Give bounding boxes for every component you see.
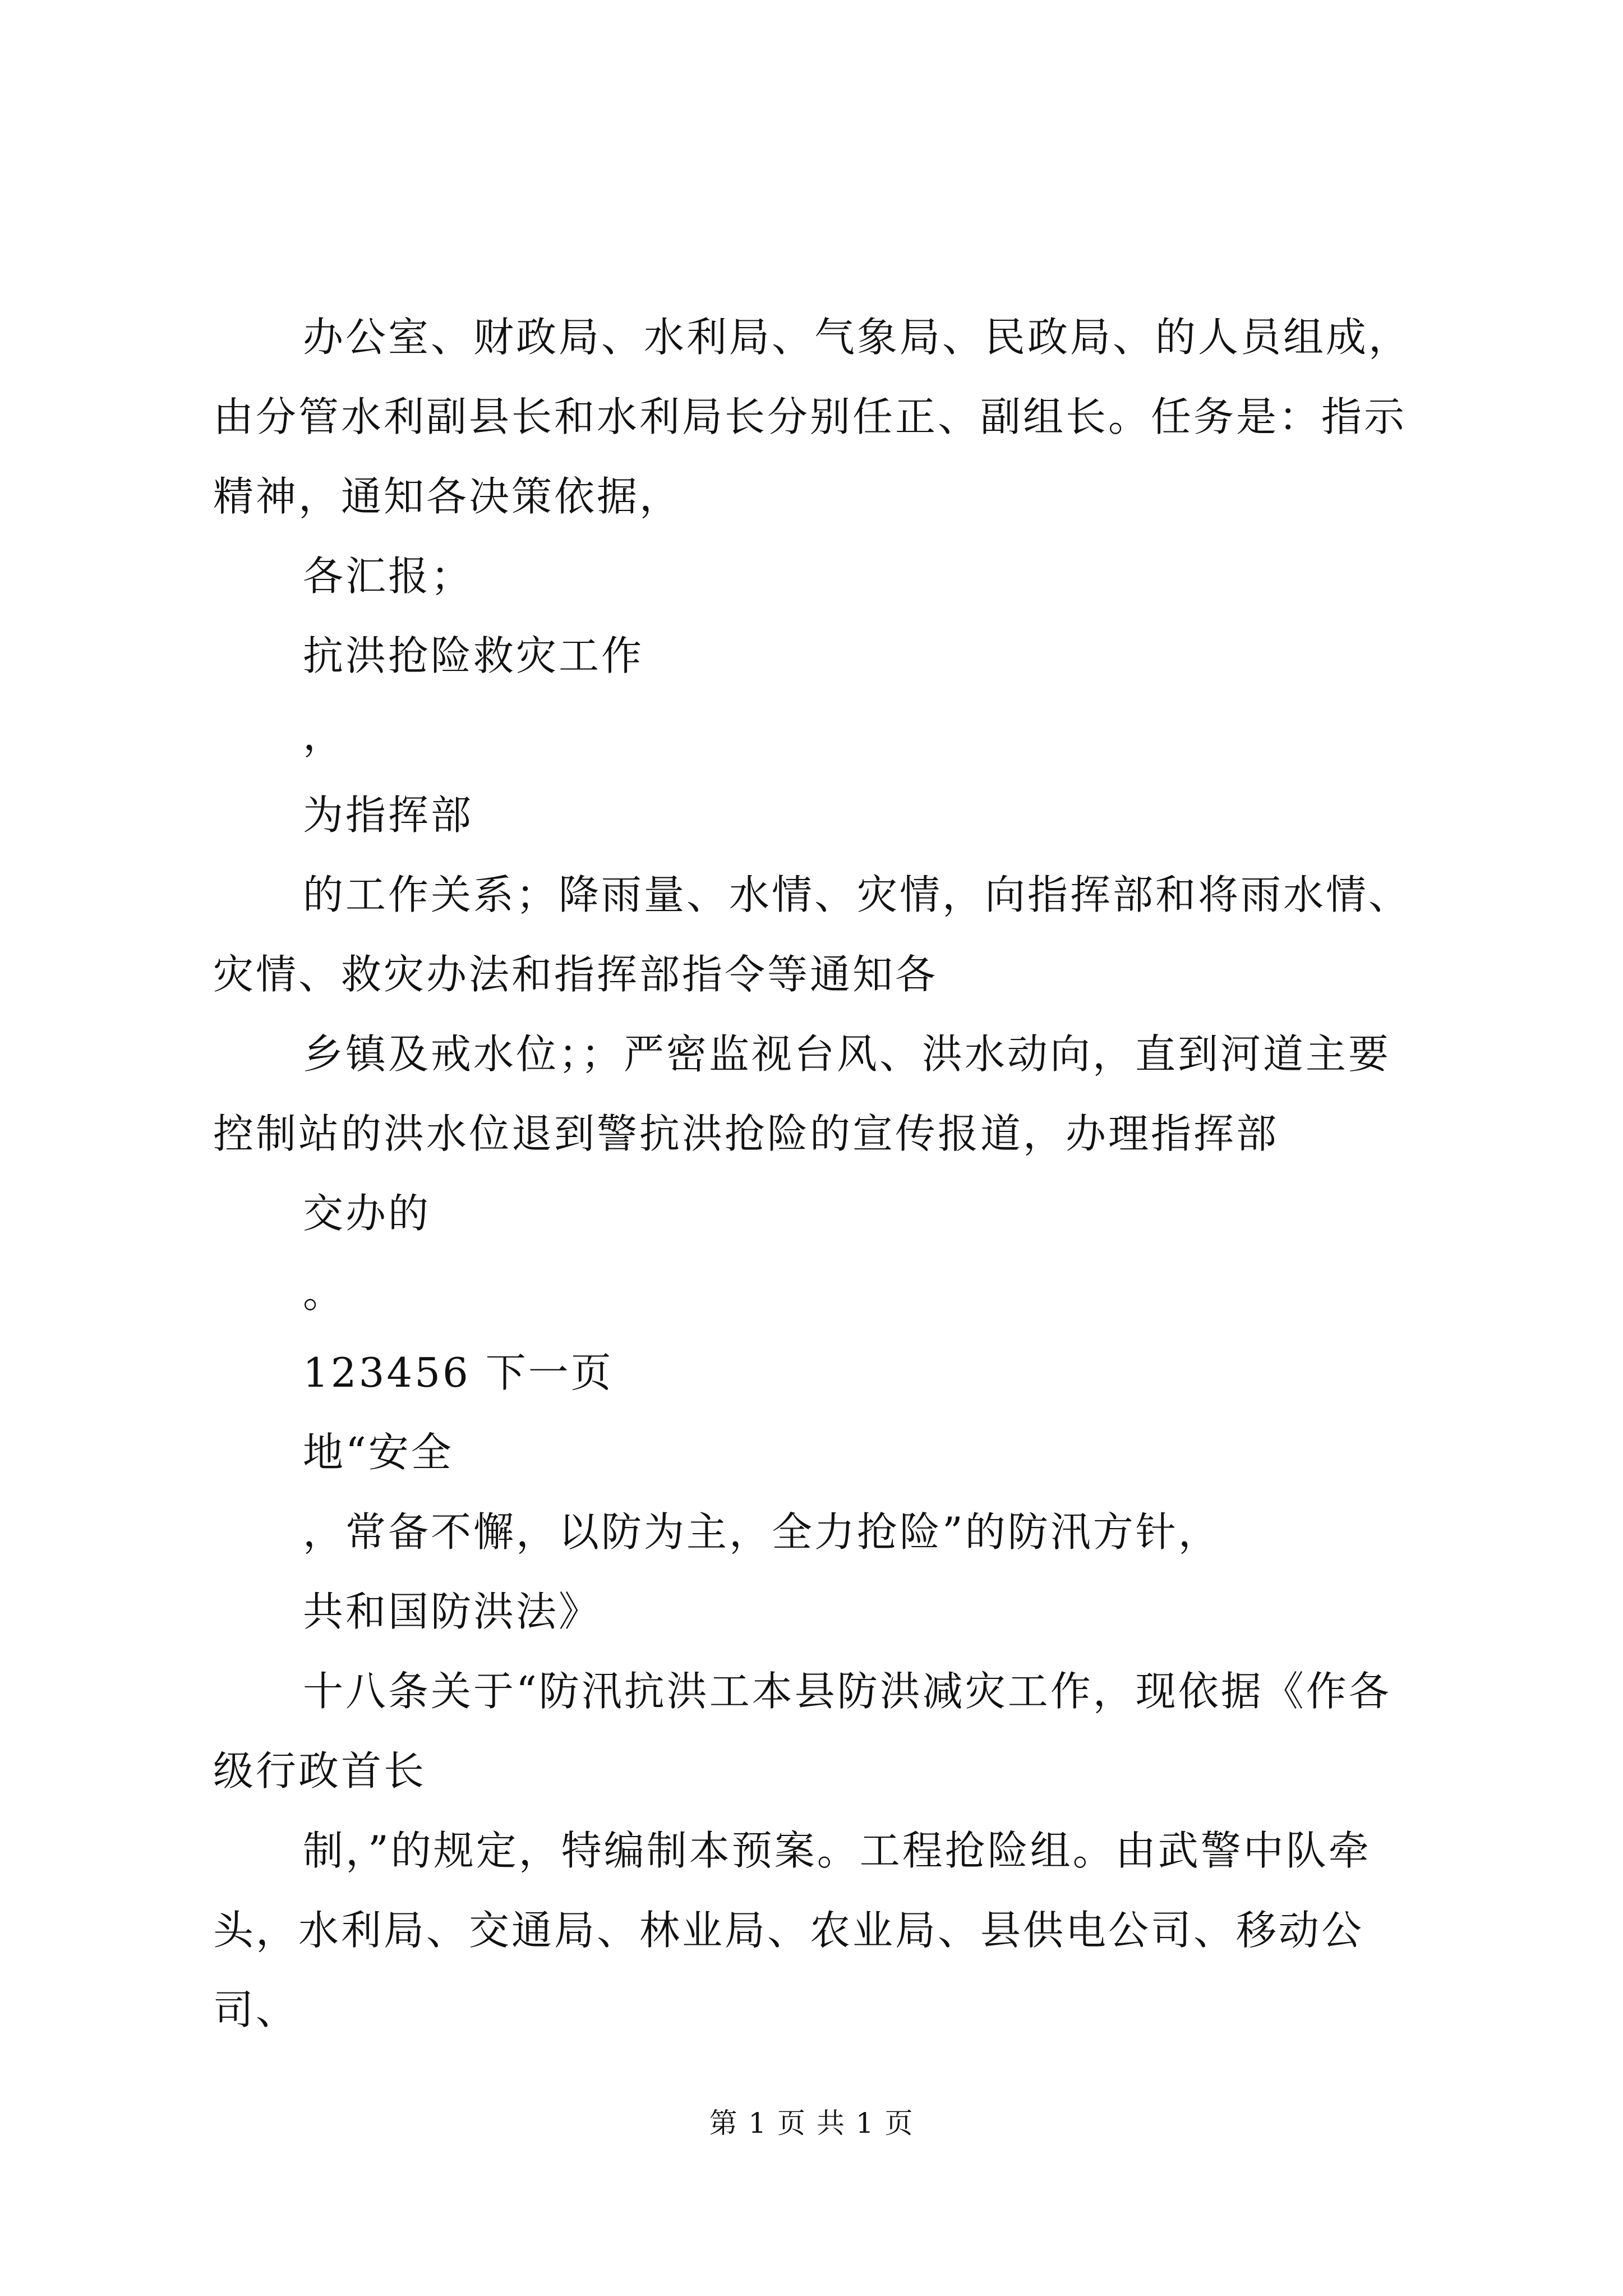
document-body — [213, 297, 1419, 2050]
paragraph: ，常备不懈，以防为主，全力抢险”的防汛方针， — [303, 1508, 1221, 1556]
paragraph: 制，”的规定，特编制本预案。工程抢险组。由武警中队牵头，水利局、交通局、林业局、农业局、县供电公司、移动公司、 — [213, 1827, 1371, 2033]
paragraph: 乡镇及戒水位；；严密监视台风、洪水动向，直到河道主要控制站的洪水位退到警抗洪抢险的宣传报道，办理指挥部 — [213, 1030, 1391, 1157]
paragraph: 各汇报； — [303, 553, 474, 600]
paragraph: 抗洪抢险救灾工作 — [303, 632, 644, 679]
paragraph: 十八条关于“防汛抗洪工本县防洪减灾工作，现依据《作各级行政首长 — [213, 1668, 1391, 1795]
pagination-link[interactable]: 123456 下一页 — [303, 1349, 614, 1396]
paragraph: 共和国防洪法》 — [303, 1588, 602, 1635]
paragraph: ， — [303, 712, 346, 759]
paragraph: 。 — [303, 1269, 346, 1317]
paragraph: 交办的 — [303, 1190, 431, 1237]
page-footer — [0, 2104, 1623, 2143]
paragraph: 办公室、财政局、水利局、气象局、民政局、的人员组成，由分管水利副县长和水利局长分别任正、副组长。任务是：指示精神，通知各决策依据， — [213, 314, 1412, 520]
page-number: 第 1 页 共 1 页 — [709, 2107, 914, 2139]
paragraph: 的工作关系；降雨量、水情、灾情，向指挥部和将雨水情、灾情、救灾办法和指挥部指令等通知各 — [213, 871, 1412, 998]
paragraph: 为指挥部 — [303, 792, 474, 839]
paragraph: 地“安全 — [303, 1429, 454, 1476]
